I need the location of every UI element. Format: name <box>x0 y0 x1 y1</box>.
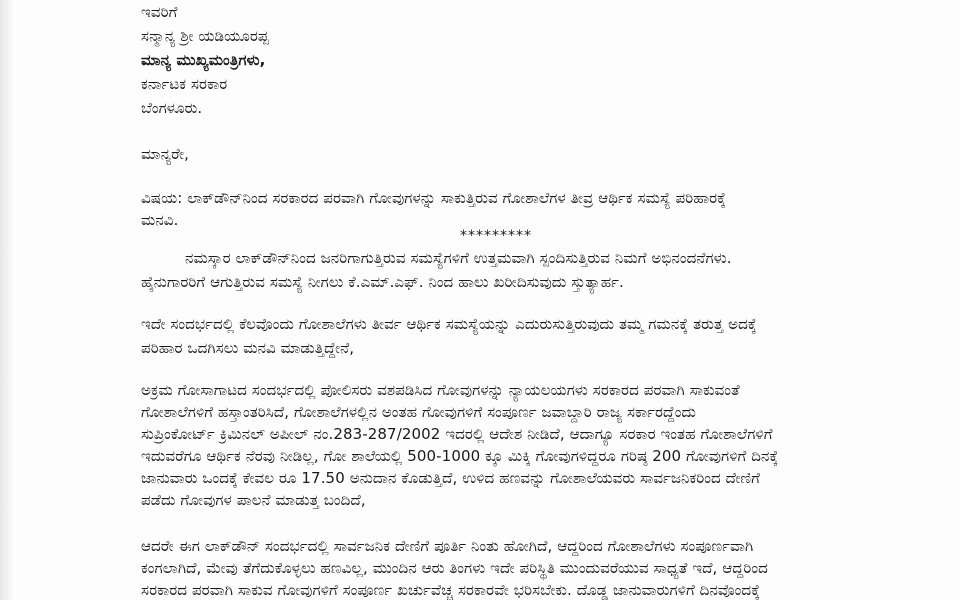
page-edge-shadow <box>0 0 14 600</box>
paragraph-4-line-3: ಸರಕಾರದ ಪರವಾಗಿ ಸಾಕುವ ಗೋವುಗಳಿಗೆ ಸಂಪೂರ್ಣ ಖರ್ಚುವೆಚ್ಚ ಸರಕಾರವೇ ಭರಿಸಬೇಕು. ದೊಡ್ಡ ಜಾನುವಾರುಗಳಿಗೆ ದಿನವೊಂದಕ್ಕೆ <box>141 581 761 599</box>
separator: ********* <box>460 228 532 244</box>
paragraph-3-line-3: ಸುಪ್ರಿಂಕೋರ್ಟ್ ಕ್ರಿಮಿನಲ್ ಅಪೀಲ್ ನಂ.283-287/2002 ಇದರಲ್ಲಿ ಆದೇಶ ನೀಡಿದೆ, ಆದಾಗ್ಯೂ ಸರಕಾರ ಇಂತಹ ಗೋಶಾಲೆಗಳಿಗೆ <box>141 425 773 443</box>
subject-line-2: ಮನವಿ. <box>141 211 179 229</box>
paragraph-3-line-2: ಗೋಶಾಲೆಗಳಿಗೆ ಹಸ್ತಾಂತರಿಸಿದೆ, ಗೋಶಾಲೆಗಳಲ್ಲಿನ ಅಂತಹ ಗೋವುಗಳಿಗೆ ಸಂಪೂರ್ಣ ಜವಾಬ್ದಾರಿ ರಾಜ್ಯ ಸರ್ಕಾರದ್ದೆಂದು <box>141 403 697 421</box>
paragraph-4-line-2: ಕಂಗಲಾಗಿದೆ, ಮೇವು ತೆಗೆದುಕೊಳ್ಳಲು ಹಣವಿಲ್ಲ, ಮುಂದಿನ ಆರು ತಿಂಗಳು ಇದೇ ಪರಿಸ್ಥಿತಿ ಮುಂದುವರೆಯುವ ಸಾಧ್ಯತೆ ಇದೆ, ಆದ್ದರಿಂದ <box>141 559 768 577</box>
paragraph-4-line-1: ಆದರೇ ಈಗ ಲಾಕ್‌ಡೌನ್ ಸಂದರ್ಭದಲ್ಲಿ ಸಾರ್ವಜನಿಕ ದೇಣಿಗೆ ಪೂರ್ತಿ ನಿಂತು ಹೋಗಿದೆ, ಆದ್ದರಿಂದ ಗೋಶಾಲೆಗಳು ಸಂಪೂರ್ಣವಾಗಿ <box>141 537 754 555</box>
paragraph-3-line-4: ಇದುವರೆಗೂ ಆರ್ಥಿಕ ನೆರವು ನೀಡಿಲ್ಲ, ಗೋ ಶಾಲೆಯಲ್ಲಿ 500-1000 ಕ್ಕೂ ಮಿಕ್ಕಿ ಗೋವುಗಳಿದ್ದರೂ ಗರಿಷ್ಠ 200 ಗೋವುಗಳಿಗೆ ದಿನಕ್ಕೆ <box>141 447 779 465</box>
paragraph-1-line-1: ನಮಸ್ಕಾರ ಲಾಕ್‌ಡೌನ್‌ನಿಂದ ಜನರಿಗಾಗುತ್ತಿರುವ ಸಮಸ್ಯೆಗಳಿಗೆ ಉತ್ತಮವಾಗಿ ಸ್ಪಂದಿಸುತ್ತಿರುವ ನಿಮಗೆ ಅಭಿನಂದನೆಗಳು. <box>185 249 732 267</box>
address-name: ಸನ್ಮಾನ್ಯ ಶ್ರೀ ಯಡಿಯೂರಪ್ಪ <box>141 27 269 45</box>
address-government: ಕರ್ನಾಟಕ ಸರಕಾರ <box>141 75 228 93</box>
address-to: ಇವರಿಗೆ <box>141 3 178 21</box>
paragraph-2-line-2: ಪರಿಹಾರ ಒದಗಿಸಲು ಮನವಿ ಮಾಡುತ್ತಿದ್ದೇನೆ, <box>141 339 355 357</box>
paragraph-3-line-1: ಅಕ್ರಮ ಗೋಸಾಗಾಟದ ಸಂದರ್ಭದಲ್ಲಿ ಪೋಲಿಸರು ವಶಪಡಿಸಿದ ಗೋವುಗಳನ್ನು ನ್ಯಾಯಲಯಗಳು ಸರಕಾರದ ಪರವಾಗಿ ಸಾಕುವಂತೆ <box>141 381 740 399</box>
paragraph-3-line-6: ಪಡೆದು ಗೋವುಗಳ ಪಾಲನೆ ಮಾಡುತ್ತ ಬಂದಿದೆ, <box>141 491 366 509</box>
salutation: ಮಾನ್ಯರೇ, <box>141 145 189 163</box>
paragraph-1-line-2: ಹೈನುಗಾರರಿಗೆ ಆಗುತ್ತಿರುವ ಸಮಸ್ಯೆ ನೀಗಲು ಕೆ.ಎಮ್.ಎಫ್. ನಿಂದ ಹಾಲು ಖರೀದಿಸುವುದು ಸ್ತುತ್ಯಾರ್ಹ. <box>141 273 624 291</box>
address-designation: ಮಾನ್ಯ ಮುಖ್ಯಮಂತ್ರಿಗಳು, <box>141 51 266 69</box>
paragraph-2-line-1: ಇದೇ ಸಂದರ್ಭದಲ್ಲಿ ಕೆಲವೊಂದು ಗೋಶಾಲೆಗಳು ತೀರ್ವ ಆರ್ಥಿಕ ಸಮಸ್ಯೆಯನ್ನು ಎದುರುಸುತ್ತಿರುವುದು ತಮ್ಮ ಗಮನಕ್ಕೆ ತರುತ್ತ ಅದಕ್ಕೆ <box>141 315 757 333</box>
paragraph-3-line-5: ಜಾನುವಾರು ಒಂದಕ್ಕೆ ಕೇವಲ ರೂ 17.50 ಅನುದಾನ ಕೊಡುತ್ತಿದೆ, ಉಳಿದ ಹಣವನ್ನು ಗೋಶಾಲೆಯವರು ಸಾರ್ವಜನಿಕರಿಂದ ದೇಣಿಗೆ <box>141 469 760 487</box>
subject-line-1: ವಿಷಯ: ಲಾಕ್‌ಡೌನ್‌ನಿಂದ ಸರಕಾರದ ಪರವಾಗಿ ಗೋವುಗಳನ್ನು ಸಾಕುತ್ತಿರುವ ಗೋಶಾಲೆಗಳ ತೀವ್ರ ಆರ್ಥಿಕ ಸಮಸ್ಯೆ ಪರಿಹಾರಕ್ಕೆ <box>141 189 726 207</box>
address-city: ಬೆಂಗಳೂರು. <box>141 99 203 117</box>
